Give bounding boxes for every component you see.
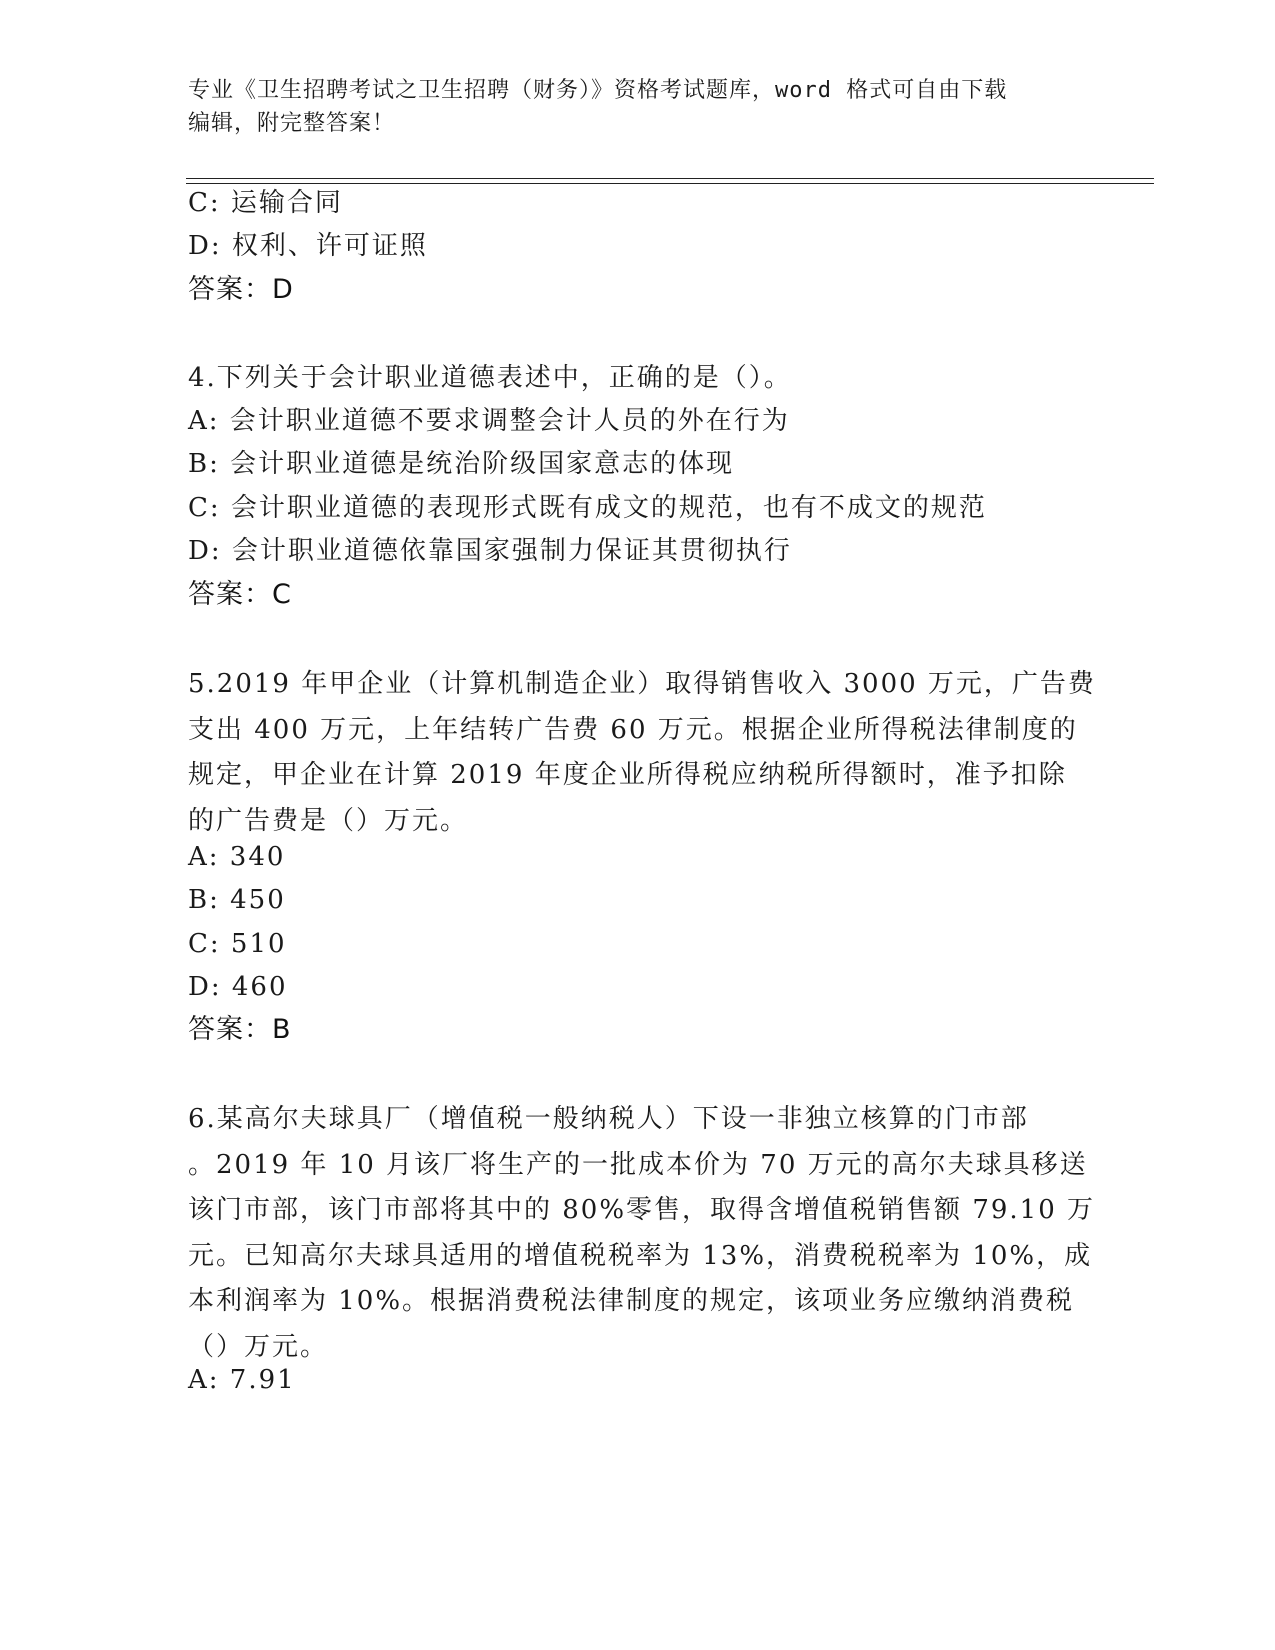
q5-option-a: A: 340	[188, 842, 286, 872]
q5-stem-line: 5.2019 年甲企业（计算机制造企业）取得销售收入 3000 万元，广告费	[188, 669, 1096, 699]
q4-answer: 答案：C	[188, 579, 292, 610]
q5-option-b: B: 450	[188, 885, 286, 915]
header-line-2: 编辑，附完整答案！	[188, 111, 396, 136]
q6-stem-line: 6.某高尔夫球具厂（增值税一般纳税人）下设一非独立核算的门市部	[188, 1104, 1029, 1134]
q6-stem	[188, 1097, 1096, 1370]
q5-stem-line: 规定，甲企业在计算 2019 年度企业所得税应纳税所得额时，准予扣除	[188, 760, 1067, 790]
q6-stem-line: 本利润率为 10%。根据消费税法律制度的规定，该项业务应缴纳消费税	[188, 1286, 1075, 1316]
q6-stem-line: （）万元。	[188, 1331, 329, 1362]
q3-option-d: D: 权利、许可证照	[188, 231, 428, 261]
q4-option-b: B: 会计职业道德是统治阶级国家意志的体现	[188, 449, 735, 479]
q5-answer: 答案：B	[188, 1014, 292, 1045]
q3-option-c: C: 运输合同	[188, 188, 343, 218]
q6-stem-line: 元。已知高尔夫球具适用的增值税税率为 13%，消费税税率为 10%，成	[188, 1240, 1093, 1271]
q5-option-d: D: 460	[188, 972, 288, 1002]
q5-option-c: C: 510	[188, 929, 287, 959]
q5-stem-line: 支出 400 万元，上年结转广告费 60 万元。根据企业所得税法律制度的	[188, 714, 1078, 745]
header-divider-top	[186, 178, 1154, 179]
q6-option-a: A: 7.91	[188, 1365, 296, 1395]
q6-stem-line: 该门市部，该门市部将其中的 80%零售，取得含增值税销售额 79.10 万	[188, 1195, 1096, 1225]
q5-stem	[188, 662, 1096, 844]
header-line-1: 专业《卫生招聘考试之卫生招聘（财务）》资格考试题库，word 格式可自由下载	[188, 78, 1008, 103]
q4-stem: 4.下列关于会计职业道德表述中，正确的是（）。	[188, 363, 792, 393]
q4-option-d: D: 会计职业道德依靠国家强制力保证其贯彻执行	[188, 536, 792, 566]
document-header	[188, 74, 1068, 140]
q4-option-c: C: 会计职业道德的表现形式既有成文的规范，也有不成文的规范	[188, 493, 987, 523]
q5-stem-line: 的广告费是（）万元。	[188, 805, 469, 836]
q3-answer: 答案：D	[188, 274, 294, 305]
q6-stem-line: 。2019 年 10 月该厂将生产的一批成本价为 70 万元的高尔夫球具移送	[188, 1149, 1088, 1180]
header-divider-bottom	[186, 183, 1154, 184]
q4-option-a: A: 会计职业道德不要求调整会计人员的外在行为	[188, 406, 790, 436]
